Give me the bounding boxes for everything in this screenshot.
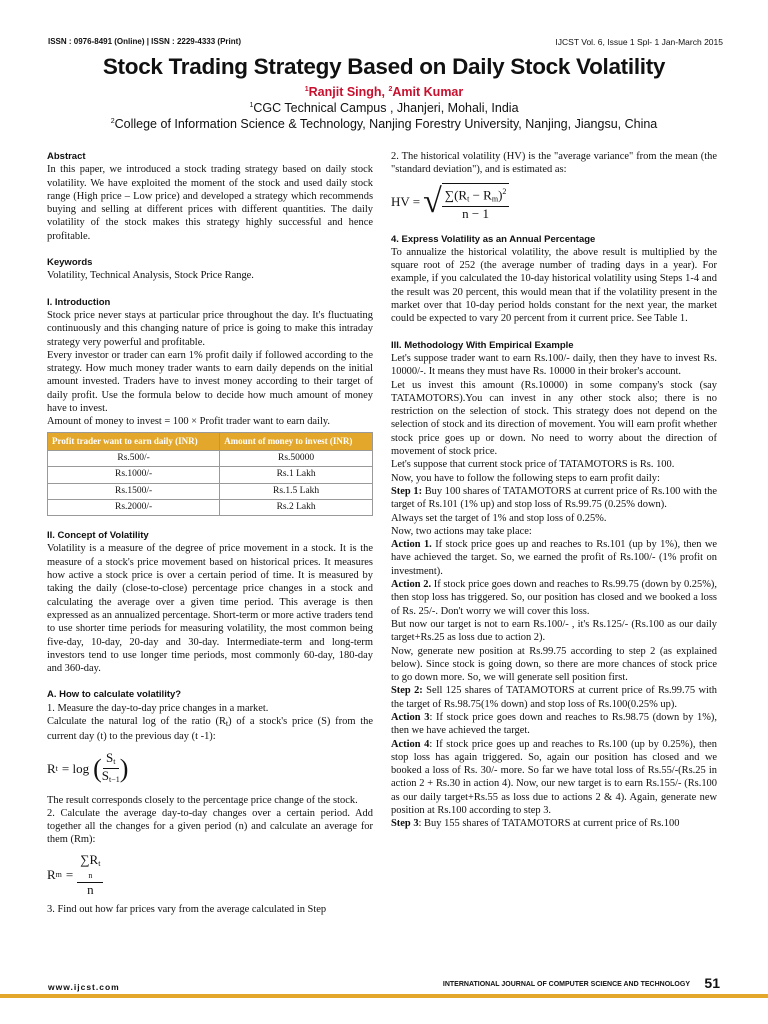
table-cell: Rs.2000/- xyxy=(48,499,220,515)
rm-num-sub: t xyxy=(98,858,101,868)
hv-fraction xyxy=(442,183,510,220)
hv-num-sub1: t xyxy=(467,194,470,204)
table-cell: Rs.1.5 Lakh xyxy=(220,483,373,499)
page-number: 51 xyxy=(704,975,720,991)
concept-heading: II. Concept of Volatility xyxy=(47,530,149,542)
affiliation-2-sup: 2 xyxy=(110,117,115,125)
author-1: Ranjit Singh, xyxy=(308,85,389,99)
rt-den xyxy=(102,769,120,786)
issn-header: ISSN : 0976-8491 (Online) | ISSN : 2229-4333 (Print) xyxy=(48,37,241,46)
rm-lhs: R xyxy=(47,867,56,883)
method-paragraph-1: Let's suppose trader want to earn Rs.100/- daily, then they have to invest Rs. 10000/-. It means they must have Rs. 10000 in their broker's account. xyxy=(391,352,717,378)
table-cell: Rs.1000/- xyxy=(48,467,220,483)
step-3 xyxy=(391,817,717,830)
hv-lhs: HV = xyxy=(391,193,421,209)
table-cell: Rs.1500/- xyxy=(48,483,220,499)
rm-den: n xyxy=(87,881,94,897)
action-1-text: If stock price goes up and reaches to Rs.101 (up by 1%), then we have achieved the target. So, we earned the profit of Rs.100/- (1% profit on investment). xyxy=(391,539,717,577)
rt-num xyxy=(103,751,118,769)
method-paragraph-7: But now our target is not to earn Rs.100/- , it's Rs.125/- (Rs.100 as our daily target+Rs.25 as loss due to action 2). xyxy=(391,618,717,644)
method-paragraph-8: Now, generate new position at Rs.99.75 according to step 2 (as explained below). Since stock is going down, so there are more chances of stock price to go down more. So, we will generate sell position first. xyxy=(391,645,717,684)
step-1 xyxy=(391,485,717,512)
keywords-heading: Keywords xyxy=(47,257,93,269)
intro-paragraph-2: Every investor or trader can earn 1% profit daily if followed according to the strategy. How much money trader wants to earn daily depends on the initial amount invested. Traders have to invest money according to their target of daily profit. Use the formula below to decide how much amount of money have to invest. xyxy=(47,349,373,415)
method-paragraph-4: Now, you have to follow the following steps to earn profit daily: xyxy=(391,472,660,484)
rm-num-sum: ∑R xyxy=(80,851,99,867)
hv-formula xyxy=(391,177,717,227)
step-3-text: : Buy 155 shares of TATAMOTORS at current price of Rs.100 xyxy=(418,818,680,830)
table-cell: Rs.2 Lakh xyxy=(220,499,373,515)
affiliation-1 xyxy=(0,101,768,115)
calc-1b-post: ) of a stock's price (S) from the current day (t) to the previous day (t -1): xyxy=(47,715,373,743)
calc-step-1-result: The result corresponds closely to the percentage price change of the stock. xyxy=(47,794,358,806)
rt-lhs-sub: t xyxy=(55,763,58,773)
rt-paren-open: ( xyxy=(93,753,102,783)
table-cell: Rs.500/- xyxy=(48,450,220,466)
keywords-text: Volatility, Technical Analysis, Stock Price Range. xyxy=(47,270,254,282)
author-2-sup: 2 xyxy=(388,85,393,93)
calc-1b-pre: Calculate the natural log of the ratio (R xyxy=(47,715,226,727)
table-row xyxy=(48,483,373,499)
journal-header: IJCST Vol. 6, Issue 1 Spl- 1 Jan-March 2015 xyxy=(555,37,723,47)
table-cell: Rs.1 Lakh xyxy=(220,467,373,483)
action-3-label: Action 3 xyxy=(391,711,430,723)
rm-lhs-sub: m xyxy=(55,870,62,880)
step-2-text: Sell 125 shares of TATAMOTORS at current price of Rs.99.75 with the target of Rs.98.75(1% down) and stop loss of Rs.100(0.25% up). xyxy=(391,685,717,710)
intro-paragraph-1: Stock price never stays at particular price throughout the day. It's fluctuating continuously and this changing nature of price is going to make this intraday strategy very powerful and profitable. xyxy=(47,309,373,348)
calc-step-3: 3. Find out how far prices vary from the average calculated in Step xyxy=(47,903,327,915)
calc-step-2: 2. Calculate the average day-to-day changes over a certain period. Add together all the changes for a given period (n) and calculate an average for them (Rm): xyxy=(47,807,373,846)
table-row xyxy=(48,450,373,466)
author-1-sup: 1 xyxy=(304,85,309,93)
abstract-text: In this paper, we introduced a stock trading strategy based on daily stock volatility. We have exploited the moment of the stock and used daily stock range (High price – Low price) and developed a strategy which recommends buying and selling at different prices with different quantities. The daily volatility of the stock makes this strategy highly successful and hence profitable. xyxy=(47,164,373,242)
hv-num-mid: − R xyxy=(469,187,492,203)
step-2-label: Step 2: xyxy=(391,685,423,697)
intro-paragraph-3: Amount of money to invest = 100 × Profit trader want to earn daily. xyxy=(47,416,330,428)
hv-num xyxy=(442,185,510,207)
intro-heading: I. Introduction xyxy=(47,296,111,308)
method-paragraph-5: Always set the target of 1% and stop loss of 0.25%. xyxy=(391,512,607,524)
hv-intro: 2. The historical volatility (HV) is the "average variance" from the mean (the "standard deviation"), and is estimated as: xyxy=(391,151,717,176)
step-1-text: Buy 100 shares of TATAMOTORS at current price of Rs.100 with the target of Rs.101 (1% up) and stop loss of Rs.99.75 (0.25% down). xyxy=(391,485,717,511)
rt-eq: = log xyxy=(61,760,90,776)
hv-num-sub2: m xyxy=(491,194,499,204)
concept-paragraph: Volatility is a measure of the degree of price movement in a stock. It is the measure of a stock's price movement based on historical prices. It measures how active a stock price is over a certain period of time. It is measured by taking the daily (close-to-close) percentage price changes in a stock and calculating the average over a given time period. This average is then expressed as an annualized percentage. Short-term or more active traders tend to use shorter time periods for measuring volatility, the most common being five-day, 10-day, 20-day and 30-day. Intermediate-term and long-term investors tend to use longer time periods, most commonly 60-day, 180-day and 360-day. xyxy=(47,543,373,675)
hv-num-a: ∑(R xyxy=(444,187,468,203)
sqrt-icon: √ xyxy=(423,182,442,220)
affiliation-1-sup: 1 xyxy=(249,101,254,109)
rt-den-sub: t−1 xyxy=(109,775,120,785)
rm-num-n: n xyxy=(88,870,93,880)
affiliation-2-text: College of Information Science & Technology, Nanjing Forestry University, Nanjing, Jiangsu, China xyxy=(114,117,658,131)
right-column xyxy=(391,150,717,831)
table-row xyxy=(48,499,373,515)
table-header-amount: Amount of money to invest (INR) xyxy=(220,432,373,450)
hv-num-post: ) xyxy=(498,187,503,203)
method-paragraph-2: Let us invest this amount (Rs.10000) in some company's stock (say TATAMOTORS).You can invest in any other stock also; there is no restriction on the selection of stock. This strategy does not depend on the selection of stock and its direction of movement. You will earn profit whether stock price goes up or down. No need to worry about the direction of movement of stock price. xyxy=(391,379,717,458)
table-cell: Rs.50000 xyxy=(220,450,373,466)
action-4-text: : If stock price goes up and reaches to Rs.100 (up by 0.25%), then stop loss has again triggered. So, again our position has closed and we booked a loss of Rs. 30/- more. So far we have total loss of Rs.55/-(Rs.25 in action 2 + Rs.30 in action 4). Now, our new target is to earn Rs.155/- (Rs.100 as our daily target+Rs.55 as loss due to actions 2 & 4). Again, generate new position at Rs.100 according to step 3. xyxy=(391,738,717,817)
hv-den: n − 1 xyxy=(462,205,490,221)
rm-fraction xyxy=(77,851,103,897)
footer-journal: INTERNATIONAL JOURNAL OF COMPUTER SCIENCE AND TECHNOLOGY xyxy=(442,981,690,988)
table-header-profit: Profit trader want to earn daily (INR) xyxy=(48,432,220,450)
method-paragraph-6: Now, two actions may take place: xyxy=(391,525,532,537)
rt-den-s: S xyxy=(101,768,110,784)
investment-table xyxy=(47,432,373,516)
affiliation-1-text: CGC Technical Campus , Jhanjeri, Mohali, India xyxy=(253,101,519,115)
action-3-text: : If stock price goes down and reaches to Rs.98.75 (down by 1%), then we have achieved the target. xyxy=(391,711,717,737)
rt-fraction xyxy=(102,751,120,787)
author-2: Amit Kumar xyxy=(392,85,464,99)
rm-formula xyxy=(47,847,373,903)
footer-rule xyxy=(0,994,768,998)
calc-heading: A. How to calculate volatility? xyxy=(47,689,182,701)
express-paragraph: To annualize the historical volatility, the above result is multiplied by the square root of 252 (the average number of trading days in a year). For example, if you calculated the 10-day historical volatility using Steps 1-4 and the result was 20 percent, this would mean that if the volatility present in the market over that 10-day period holds constant for the next year, the market could be expected to vary 20 percent from it current price. See Table 1. xyxy=(391,246,717,325)
rt-num-s: S xyxy=(106,749,114,765)
action-2 xyxy=(391,578,717,618)
affiliation-2 xyxy=(0,117,768,131)
rm-num xyxy=(77,851,103,883)
footer-url: www.ijcst.com xyxy=(48,982,120,992)
abstract-heading: Abstract xyxy=(47,151,86,162)
action-1 xyxy=(391,538,717,578)
method-heading: III. Methodology With Empirical Example xyxy=(391,339,574,351)
action-4-label: Action 4 xyxy=(391,738,430,750)
action-2-label: Action 2. xyxy=(391,579,432,591)
authors xyxy=(0,85,768,99)
left-column xyxy=(47,150,373,916)
rt-num-sub: t xyxy=(113,756,116,766)
action-3 xyxy=(391,711,717,738)
rm-eq: = xyxy=(65,867,74,883)
rt-formula xyxy=(47,744,373,794)
rt-lhs: R xyxy=(47,760,56,776)
hv-num-sq: 2 xyxy=(502,187,507,197)
table-row xyxy=(48,467,373,483)
calc-step-1-detail xyxy=(47,715,373,744)
step-2 xyxy=(391,684,717,711)
rt-paren-close: ) xyxy=(119,753,129,783)
step-1-label: Step 1: xyxy=(391,485,423,497)
calc-step-1: 1. Measure the day-to-day price changes in a market. xyxy=(47,702,269,714)
action-2-text: If stock price goes down and reaches to Rs.99.75 (down by 0.25%), then stop loss has triggered. So, our position has closed and we booked a loss of Rs. 25/-. Don't worry we will cover this loss. xyxy=(391,579,717,617)
action-1-label: Action 1. xyxy=(391,539,432,551)
action-4 xyxy=(391,738,717,818)
paper-title: Stock Trading Strategy Based on Daily Stock Volatility xyxy=(102,54,666,79)
method-paragraph-3: Let's suppose that current stock price of TATAMOTORS is Rs. 100. xyxy=(391,459,675,471)
express-heading: 4. Express Volatility as an Annual Percentage xyxy=(391,233,596,245)
step-3-label: Step 3 xyxy=(391,818,419,830)
calc-1b-sub: t xyxy=(225,718,229,728)
